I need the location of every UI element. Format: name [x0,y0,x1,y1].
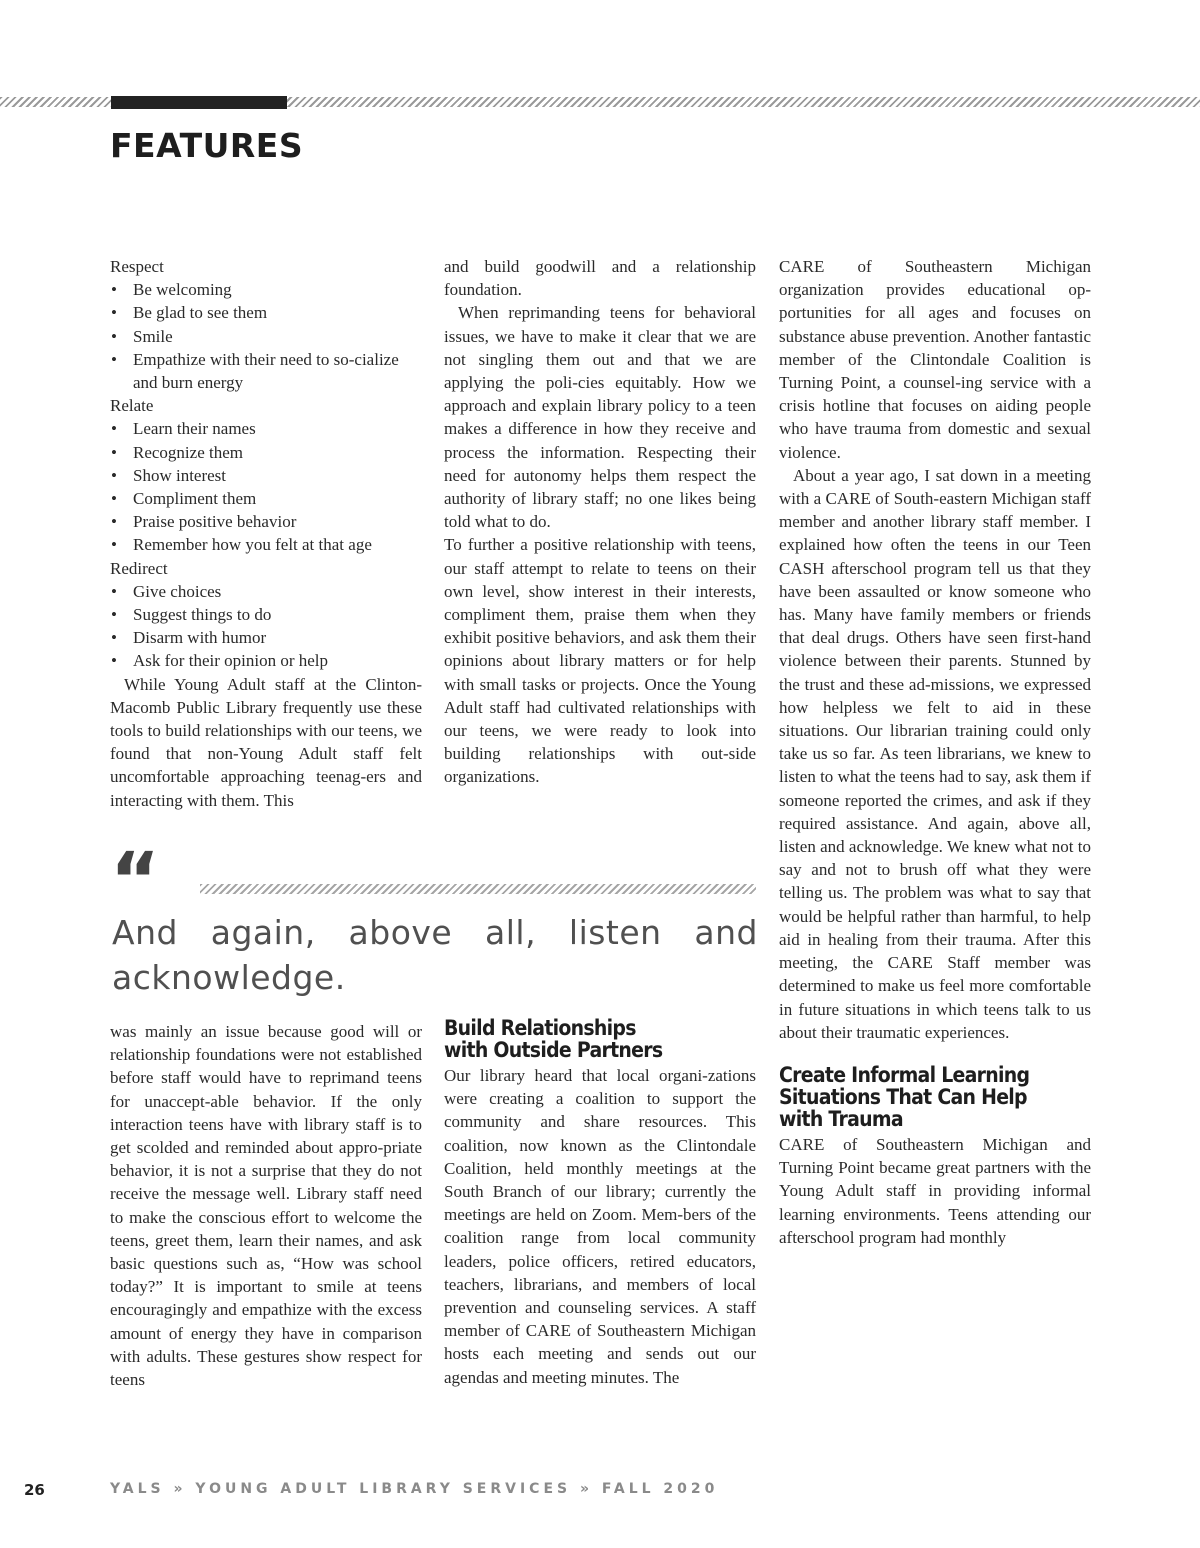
list-item: • Learn their names [110,417,422,440]
list-label-redirect: Redirect [110,558,168,578]
quote-mark-icon: “ [110,835,156,924]
running-head: YALS » YOUNG ADULT LIBRARY SERVICES » FALL 2020 [110,1481,719,1497]
column-2-top [444,255,756,789]
list-item: • Praise positive behavior [110,510,422,533]
body-paragraph: While Young Adult staff at the Clinton-Macomb Public Library frequently use these tools to build relationships with our teens, we found that non-Young Adult staff felt uncomfortable approaching teenag-ers and interacting with them. This [110,674,422,810]
body-paragraph: and build goodwill and a relationship foundation. [444,257,756,300]
page-number: 26 [24,1481,45,1499]
column-3 [779,255,1091,1249]
list-item: • Remember how you felt at that age [110,533,422,556]
list-item: • Show interest [110,464,422,487]
column-1-top [110,255,422,812]
body-paragraph: CARE of Southeastern Michigan organization provides educational op-portunities for all ages and focuses on substance abuse prevention. Another fantastic member of the Clintondale Coalition is Turning Point, a counsel-ing service with a crisis hotline that focuses on aiding people who have trauma from domestic and sexual violence. [779,257,1091,462]
body-paragraph: CARE of Southeastern Michigan and Turning Point became great partners with the Young Adult staff in providing informal learning environments. Teens attending our afterschool program had monthly [779,1134,1091,1247]
pull-quote: And again, above all, listen and acknowledge. [112,913,758,997]
subheading-build-relationships: Build Relationships with Outside Partners [444,1016,663,1062]
column-1-bottom [110,1020,422,1391]
body-paragraph: was mainly an issue because good will or relationship foundations were not established before staff would have to reprimand teens for unaccept-able behavior. If the only interaction teens have with library staff is to get scolded and reminded about appro-priate behavior, it is not a surprise that they do not receive the message well. Library staff need to make the conscious effort to welcome the teens, greet them, learn their names, and ask basic questions such as, “How was school today?” It is important to smile at teens encouragingly and empathize with the excess amount of energy they have in comparison with adults. These gestures show respect for teens [110,1022,422,1390]
body-paragraph: To further a positive relationship with teens, our staff attempt to relate to teens on their own level, show interest in their interests, compliment them, praise them when they exhibit positive behaviors, and ask them their opinions about library matters or for help with small tasks or projects. Once the Young Adult staff had cultivated relationships with our teens, we were ready to look into building relationships with out-side organizations. [444,535,756,787]
column-2-bottom [444,1017,756,1389]
list-item: • Recognize them [110,441,422,464]
list-item: • Be glad to see them [110,301,422,324]
list-item: • Ask for their opinion or help [110,649,422,672]
body-paragraph: When reprimanding teens for behavioral issues, we have to make it clear that we are not singling them out and that we are applying the poli-cies equitably. How we approach and explain library policy to a teen makes a difference in how they receive and process the information. Respecting their need for autonomy helps them respect the authority of library staff; no one likes being told what to do. [444,303,756,532]
list-item: • Compliment them [110,487,422,510]
subheading-informal-learning: Create Informal Learning Situations That Can Help with Trauma [779,1062,1030,1131]
redirect-list [110,580,422,673]
list-item: • Smile [110,325,422,348]
header-accent-bar [111,96,287,109]
list-label-respect: Respect [110,257,164,276]
relate-list [110,417,422,556]
list-label-relate: Relate [110,396,154,416]
list-item: • Give choices [110,580,422,603]
list-item: • Empathize with their need to so-cialize and burn energy [110,348,422,394]
list-item: • Be welcoming [110,278,422,301]
quote-hatch-rule [200,884,756,894]
list-item: • Disarm with humor [110,626,422,649]
section-title: FEATURES [110,126,304,165]
body-paragraph: About a year ago, I sat down in a meeting with a CARE of South-eastern Michigan staff member and another library staff member. I explained how often the teens in our Teen CASH afterschool program tell us that they have been assaulted or know someone who has. Many have family members or friends that deal drugs. Others have seen first-hand violence between their parents. Stunned by the trust and these ad-missions, we expressed how helpless we felt to aid in these situations. Our librarian training could only take us so far. As teen librarians, we knew to listen to what the teens had to say, ask them if someone reported the crimes, and ask if they required assistance. And again, above all, listen and acknowledge. We knew what not to say and not to brush off what they were telling us. The problem was what to say that would be helpful rather than harmful, to help aid in healing from their trauma. After this meeting, the CARE Staff member was determined to make us feel more comfortable in future situations in which teens talk to us about their traumatic experiences. [779,465,1091,1042]
list-item: • Suggest things to do [110,603,422,626]
body-paragraph: Our library heard that local organi-zations were creating a coalition to support the community and share resources. This coalition, now known as the Clintondale Coalition, held monthly meetings at the South Branch of our library; currently the meetings are held on Zoom. Mem-bers of the coalition range from local community leaders, police officers, retired educators, teachers, librarians, and members of local prevention and counseling services. A staff member of CARE of Southeastern Michigan hosts each meeting and sends out our agendas and meeting minutes. The [444,1066,756,1387]
respect-list [110,278,422,394]
